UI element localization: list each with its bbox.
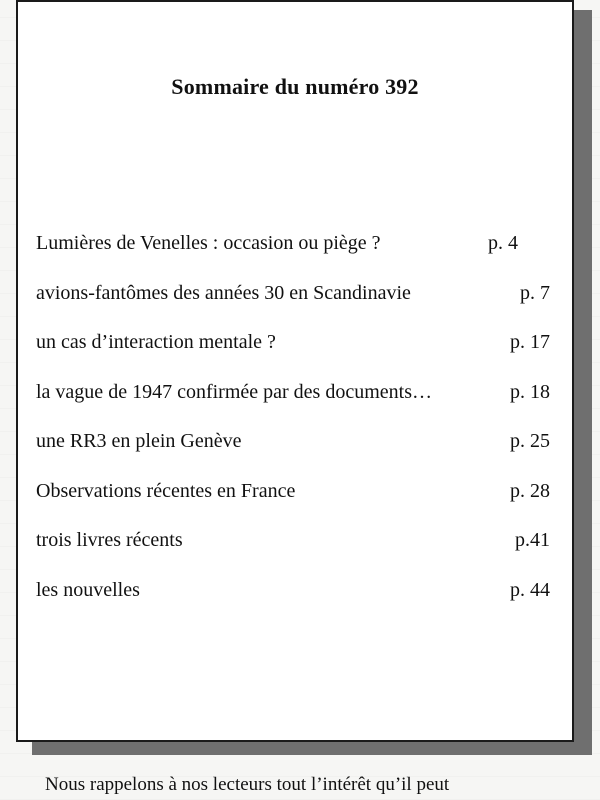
toc-entry-title: un cas d’interaction mentale ? [36, 331, 276, 353]
toc-entry [36, 280, 556, 330]
toc-entry-page: p. 44 [510, 578, 550, 601]
toc-entry-page: p. 17 [510, 331, 550, 353]
toc-entry-page: p. 18 [510, 380, 550, 403]
table-of-contents-box [16, 0, 574, 742]
toc-entry-page: p. 25 [510, 430, 550, 452]
toc-entry [36, 577, 556, 627]
toc-entry-page: p. 28 [510, 479, 550, 502]
toc-entry [36, 428, 556, 478]
toc-entry [36, 329, 556, 379]
toc-entry [36, 230, 556, 280]
toc-entry [36, 478, 556, 528]
body-text-line: Nous rappelons à nos lecteurs tout l’intérêt qu’il peut [45, 774, 450, 795]
toc-entry [36, 527, 556, 577]
toc-entry-title: avions-fantômes des années 30 en Scandinavie [36, 281, 411, 304]
toc-entry-page: p. 7 [520, 281, 550, 304]
toc-entry-page: p. 4 [488, 232, 518, 254]
toc-entry [36, 379, 556, 429]
toc-entry-title: la vague de 1947 confirmée par des documents… [36, 380, 432, 403]
toc-entry-page: p.41 [515, 529, 550, 551]
toc-list [36, 230, 556, 626]
toc-entry-title: Observations récentes en France [36, 479, 296, 502]
toc-entry-title: trois livres récents [36, 529, 183, 551]
toc-entry-title: une RR3 en plein Genève [36, 430, 242, 452]
toc-entry-title: Lumières de Venelles : occasion ou piège ? [36, 232, 381, 254]
toc-title: Sommaire du numéro 392 [171, 74, 419, 99]
toc-entry-title: les nouvelles [36, 578, 140, 601]
